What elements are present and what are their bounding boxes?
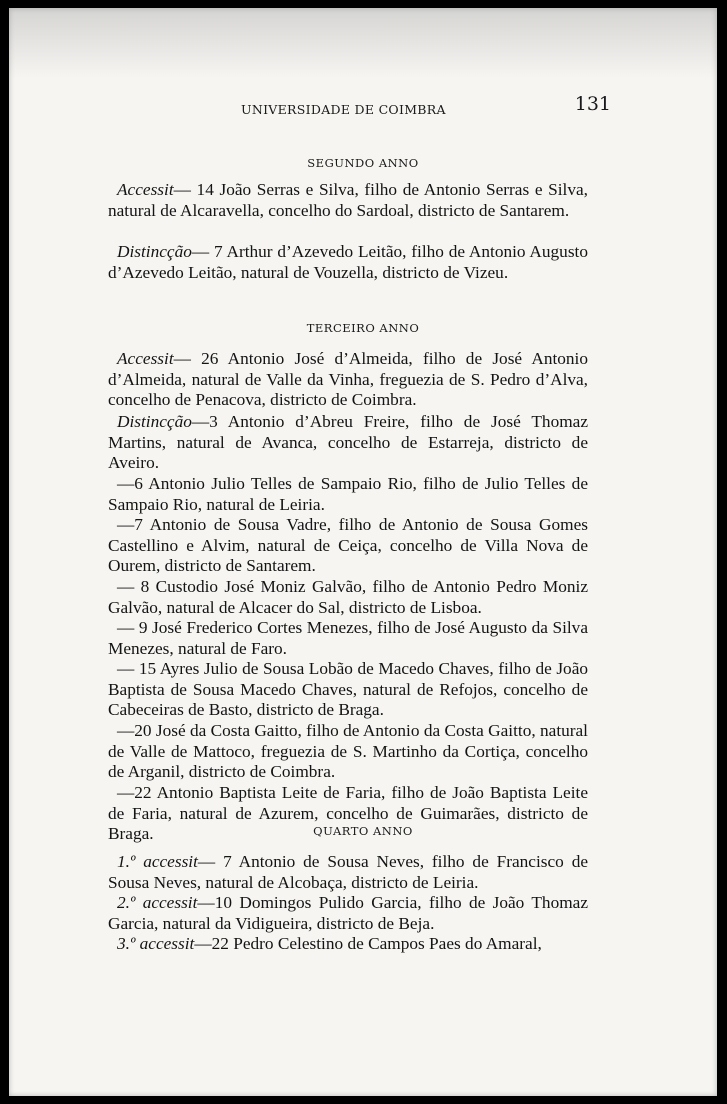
- entry-paragraph: [108, 893, 588, 934]
- entry-text: — 7 Antonio de Sousa Neves, filho de Francisco de Sousa Neves, natural de Alcobaça, districto de Leiria.: [108, 852, 589, 892]
- entry-text: —10 Domingos Pulido Garcia, filho de João Thomaz Garcia, natural da Vidigueira, districto de Beja.: [108, 893, 588, 933]
- entry-text: —22 Pedro Celestino de Campos Paes do Amaral,: [194, 934, 542, 953]
- entry-paragraph: [108, 577, 588, 618]
- entry-text: —3 Antonio d’Abreu Freire, filho de José Thomaz Martins, natural de Avanca, concelho de Estarreja, districto de Aveiro.: [108, 412, 588, 473]
- entry-text: —6 Antonio Julio Telles de Sampaio Rio, filho de Julio Telles de Sampaio Rio, natural de Leiria.: [108, 474, 588, 514]
- entry-paragraph: [108, 618, 588, 659]
- entry-paragraph: [108, 659, 588, 721]
- entry-text: —22 Antonio Baptista Leite de Faria, filho de João Baptista Leite de Faria, natural de Azurem, concelho de Guimarães, districto de Braga.: [108, 783, 588, 844]
- entry-label: Accessit: [117, 180, 174, 199]
- entry-paragraph: [108, 349, 588, 411]
- entry-label: Distincção: [117, 242, 192, 261]
- entry-text: —20 José da Costa Gaitto, filho de Antonio da Costa Gaitto, natural de Valle de Mattoco, freguezia de S. Martinho da Cortiça, concelho de Arganil, districto de Coimbra.: [108, 721, 588, 782]
- entry-paragraph: [108, 412, 588, 474]
- entry-text: —7 Antonio de Sousa Vadre, filho de Antonio de Sousa Gomes Castellino e Alvim, natural de Ceiça, concelho de Villa Nova de Ourem, districto de Santarem.: [108, 515, 588, 576]
- entry-paragraph: [108, 474, 588, 515]
- entry-text: — 14 João Serras e Silva, filho de Antonio Serras e Silva, natural de Alcaravella, concelho do Sardoal, districto de Santarem.: [108, 180, 588, 220]
- entry-label: 2.º accessit: [117, 893, 198, 912]
- entry-paragraph: [108, 180, 588, 221]
- page-number: 131: [574, 93, 611, 115]
- entry-text: — 9 José Frederico Cortes Menezes, filho de José Augusto da Silva Menezes, natural de Faro.: [108, 618, 588, 658]
- entry-text: — 15 Ayres Julio de Sousa Lobão de Macedo Chaves, filho de João Baptista de Sousa Macedo Chaves, natural de Refojos, concelho de Cabeceiras de Basto, districto de Braga.: [108, 659, 588, 720]
- entry-paragraph: [108, 934, 588, 955]
- running-title: UNIVERSIDADE DE COIMBRA: [241, 102, 446, 117]
- entry-label: 1.º accessit: [117, 852, 198, 871]
- section-heading-terceiro-anno: TERCEIRO ANNO: [306, 321, 420, 335]
- section-heading-segundo-anno: SEGUNDO ANNO: [307, 156, 419, 170]
- section-heading-quarto-anno: QUARTO ANNO: [313, 824, 413, 838]
- entry-paragraph: [108, 721, 588, 783]
- entry-text: — 7 Arthur d’Azevedo Leitão, filho de Antonio Augusto d’Azevedo Leitão, natural de Vouzella, districto de Vizeu.: [108, 242, 588, 282]
- entry-label: 3.º accessit: [117, 934, 195, 953]
- entry-label: Accessit: [117, 349, 174, 368]
- book-page: [9, 8, 717, 1096]
- entry-paragraph: [108, 852, 588, 893]
- entry-text: — 8 Custodio José Moniz Galvão, filho de Antonio Pedro Moniz Galvão, natural de Alcacer do Sal, districto de Lisboa.: [108, 577, 588, 617]
- entry-paragraph: [108, 515, 588, 577]
- entry-text: — 26 Antonio José d’Almeida, filho de José Antonio d’Almeida, natural de Valle da Vinha, freguezia de S. Pedro d’Alva, concelho de Penacova, districto de Coimbra.: [108, 349, 588, 410]
- entry-paragraph: [108, 242, 588, 283]
- entry-label: Distincção: [117, 412, 192, 431]
